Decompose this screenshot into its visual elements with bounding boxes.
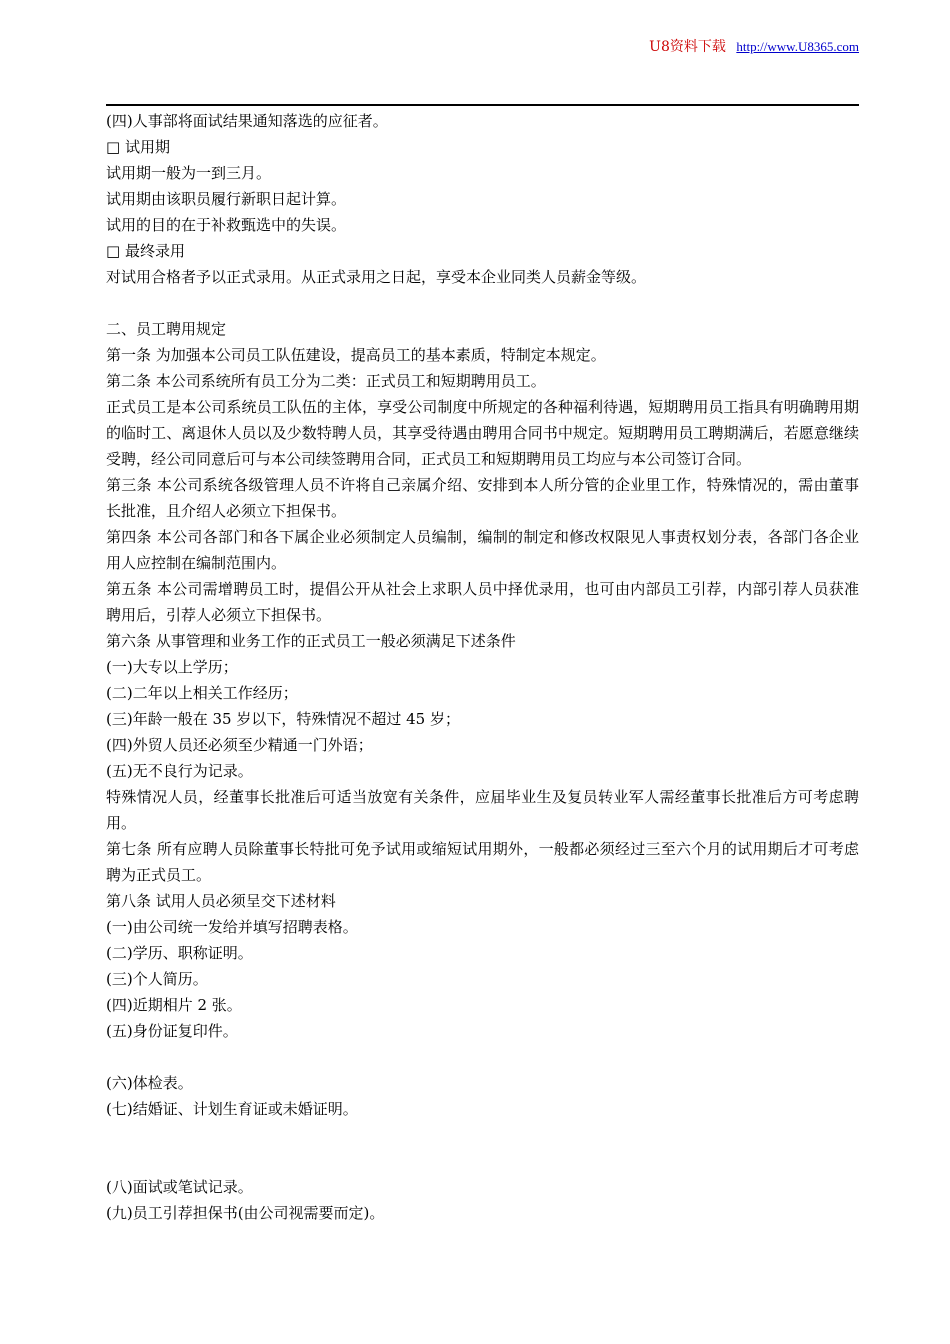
article-4: 第四条 本公司各部门和各下属企业必须制定人员编制，编制的制定和修改权限见人事责权划分表，各部门各企业用人应控制在编制范围内。 [106, 528, 859, 572]
list-item: (九)员工引荐担保书(由公司视需要而定)。 [106, 1204, 385, 1222]
header-brand: U8资料下载 [649, 39, 726, 55]
list-item: (三)个人简历。 [106, 970, 208, 988]
list-item: (六)体检表。 [106, 1074, 193, 1092]
paragraph: (四)人事部将面试结果通知落选的应征者。 [106, 112, 388, 130]
page-header [649, 36, 859, 56]
paragraph: 试用期由该职员履行新职日起计算。 [106, 190, 347, 208]
blank-line [106, 1122, 859, 1174]
list-item: (一)由公司统一发给并填写招聘表格。 [106, 918, 358, 936]
section-heading-employment-rules: 二、员工聘用规定 [106, 320, 227, 338]
list-item: (四)近期相片 2 张。 [106, 996, 242, 1014]
article-7: 第七条 所有应聘人员除董事长特批可免予试用或缩短试用期外，一般都必须经过三至六个月的试用期后才可考虑聘为正式员工。 [106, 840, 859, 884]
document-body [106, 108, 859, 1226]
paragraph: 特殊情况人员，经董事长批准后可适当放宽有关条件，应届毕业生及复员转业军人需经董事长批准后方可考虑聘用。 [106, 788, 859, 832]
list-item: (五)无不良行为记录。 [106, 762, 253, 780]
list-item: (二)学历、职称证明。 [106, 944, 253, 962]
paragraph: 正式员工是本公司系统员工队伍的主体，享受公司制度中所规定的各种福利待遇，短期聘用员工指具有明确聘用期的临时工、离退休人员以及少数特聘人员，其享受待遇由聘用合同书中规定。短期聘用员工聘期满后，若愿意继续受聘，经公司同意后可与本公司续签聘用合同，正式员工和短期聘用员工均应与本公司签订合同。 [106, 398, 859, 468]
blank-line [106, 290, 859, 316]
article-1: 第一条 为加强本公司员工队伍建设，提高员工的基本素质，特制定本规定。 [106, 346, 606, 364]
section-heading-final-hiring: □ 最终录用 [106, 242, 185, 260]
article-5: 第五条 本公司需增聘员工时，提倡公开从社会上求职人员中择优录用，也可由内部员工引荐，内部引荐人员获准聘用后，引荐人必须立下担保书。 [106, 580, 859, 624]
paragraph: 对试用合格者予以正式录用。从正式录用之日起，享受本企业同类人员薪金等级。 [106, 268, 647, 286]
article-3: 第三条 本公司系统各级管理人员不许将自己亲属介绍、安排到本人所分管的企业里工作，特殊情况的，需由董事长批准，且介绍人必须立下担保书。 [106, 476, 859, 520]
header-divider [106, 104, 859, 106]
list-item: (三)年龄一般在 35 岁以下，特殊情况不超过 45 岁； [106, 710, 460, 728]
list-item: (五)身份证复印件。 [106, 1022, 238, 1040]
list-item: (八)面试或笔试记录。 [106, 1178, 253, 1196]
article-2: 第二条 本公司系统所有员工分为二类：正式员工和短期聘用员工。 [106, 372, 546, 390]
paragraph: 试用期一般为一到三月。 [106, 164, 272, 182]
header-url-link[interactable]: http://www.U8365.com [736, 39, 859, 54]
blank-line [106, 1044, 859, 1070]
list-item: (二)二年以上相关工作经历； [106, 684, 298, 702]
list-item: (七)结婚证、计划生育证或未婚证明。 [106, 1100, 358, 1118]
list-item: (四)外贸人员还必须至少精通一门外语； [106, 736, 373, 754]
list-item: (一)大专以上学历； [106, 658, 238, 676]
article-6: 第六条 从事管理和业务工作的正式员工一般必须满足下述条件 [106, 632, 516, 650]
section-heading-probation: □ 试用期 [106, 138, 170, 156]
paragraph: 试用的目的在于补救甄选中的失误。 [106, 216, 347, 234]
article-8: 第八条 试用人员必须呈交下述材料 [106, 892, 336, 910]
